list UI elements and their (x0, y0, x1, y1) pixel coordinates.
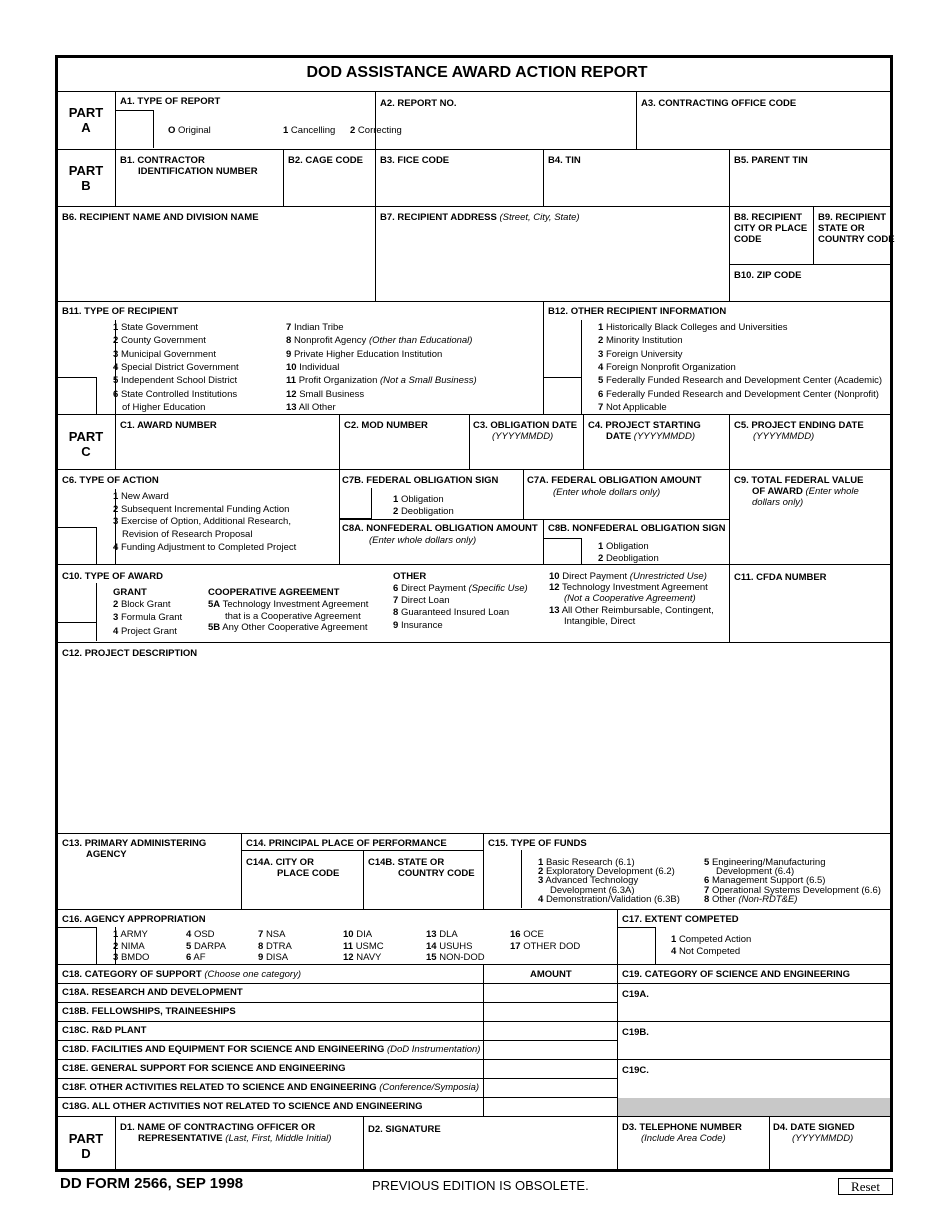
c14b-input[interactable] (364, 880, 482, 908)
c1-label: C1. AWARD NUMBER (120, 420, 217, 431)
c18-amount-input-1[interactable] (484, 1003, 616, 1020)
a3-label: A3. CONTRACTING OFFICE CODE (641, 98, 797, 109)
b12-item-1: 2 Minority Institution (598, 335, 683, 347)
c16-item-3-0: 10 DIA (343, 929, 373, 940)
c18-row-label-5: C18F. OTHER ACTIVITIES RELATED TO SCIENCE AND ENGINEERING (Conference/Symposia) (62, 1082, 480, 1093)
c7a-input[interactable] (524, 500, 728, 518)
c4-input[interactable] (584, 445, 728, 468)
c15-item-0: 1 Basic Research (6.1) (538, 857, 635, 868)
b7-label: B7. RECIPIENT ADDRESS (Street, City, State) (380, 212, 580, 223)
c5-input[interactable] (730, 445, 889, 468)
c16-item-0-0: 1 ARMY (113, 929, 148, 940)
c9-input[interactable] (730, 510, 889, 563)
c16-item-5-1: 17 OTHER DOD (510, 940, 581, 952)
d4-label: D4. DATE SIGNED (773, 1122, 855, 1133)
coop-item-0: 5A Technology Investment Agreement (208, 599, 369, 610)
c6-label: C6. TYPE OF ACTION (62, 475, 159, 486)
c14a-input[interactable] (242, 880, 362, 908)
other2-item-1: 12 Technology Investment Agreement (549, 582, 708, 594)
b9-input[interactable] (814, 246, 889, 263)
c14a-label-2: PLACE CODE (277, 868, 340, 879)
d2-label: D2. SIGNATURE (368, 1124, 441, 1135)
b12-input-box[interactable] (543, 377, 582, 415)
c18-row-label-6: C18G. ALL OTHER ACTIVITIES NOT RELATED TO SCIENCE AND ENGINEERING (62, 1101, 423, 1112)
c19b-label: C19B. (622, 1027, 649, 1038)
c17-item-0: 1 Competed Action (671, 934, 752, 945)
c15-item-b-2: 6 Management Support (6.5) (704, 875, 826, 887)
other-heading: OTHER (393, 571, 427, 582)
c19a-label: C19A. (622, 989, 649, 1000)
b5-input[interactable] (730, 168, 889, 205)
c16-item-4-0: 13 DLA (426, 929, 458, 940)
b4-label: B4. TIN (548, 155, 581, 166)
c15-item-1: 2 Exploratory Development (6.2) (538, 866, 675, 878)
b11-item-4: 5 Independent School District (113, 375, 238, 387)
c18-amount-input-0[interactable] (484, 984, 616, 1001)
c17-item-1: 4 Not Competed (671, 945, 741, 957)
c16-item-2-2: 9 DISA (258, 952, 289, 963)
other2-item-4: Intangible, Direct (564, 615, 636, 627)
c7b-item-0: 1 Obligation (393, 494, 444, 505)
c1-input[interactable] (116, 434, 338, 468)
b2-input[interactable] (284, 168, 374, 205)
d1-input[interactable] (116, 1146, 362, 1172)
b11-item-3: 4 Special District Government (113, 361, 239, 373)
c16-item-3-2: 12 NAVY (343, 952, 382, 963)
c8b-label: C8B. NONFEDERAL OBLIGATION SIGN (548, 523, 726, 534)
c12-label: C12. PROJECT DESCRIPTION (62, 648, 198, 659)
c13-label-2: AGENCY (86, 849, 127, 860)
d1-label: D1. NAME OF CONTRACTING OFFICER OR (120, 1122, 316, 1133)
b4-input[interactable] (544, 168, 728, 205)
b8-label-3: CODE (734, 234, 762, 245)
c13-input[interactable] (60, 862, 240, 908)
b12-item-5: 6 Federally Funded Research and Development Center (Nonprofit) (598, 388, 879, 400)
b3-input[interactable] (376, 168, 542, 205)
c15-item-b-1: Development (6.4) (716, 866, 795, 878)
c4-label-2: DATE (YYYYMMDD) (606, 431, 696, 442)
c18-row-label-1: C18B. FELLOWSHIPS, TRAINEESHIPS (62, 1006, 236, 1017)
a1-option-1: 1 Cancelling (283, 125, 336, 136)
c7a-note: (Enter whole dollars only) (553, 487, 661, 498)
c5-label: C5. PROJECT ENDING DATE (734, 420, 864, 431)
b12-item-6: 7 Not Applicable (598, 401, 667, 413)
a1-option-2: 2 Correcting (350, 125, 402, 136)
c18-row-label-2: C18C. R&D PLANT (62, 1025, 147, 1036)
c5-format: (YYYYMMDD) (753, 431, 815, 442)
a1-label: A1. TYPE OF REPORT (120, 96, 221, 107)
c18-row-label-0: C18A. RESEARCH AND DEVELOPMENT (62, 987, 243, 998)
b8-label-1: B8. RECIPIENT (734, 212, 803, 223)
b7-input[interactable] (376, 226, 728, 300)
c15-label: C15. TYPE OF FUNDS (488, 838, 587, 849)
c16-item-4-2: 15 NON-DOD (426, 952, 485, 963)
form-title: DOD ASSISTANCE AWARD ACTION REPORT (306, 64, 648, 81)
b11-item-b-5: 12 Small Business (286, 388, 365, 400)
c16-item-1-0: 4 OSD (186, 929, 215, 940)
c15-item-3: Development (6.3A) (550, 884, 635, 896)
grant-item-0: 2 Block Grant (113, 599, 171, 610)
c9-label: C9. TOTAL FEDERAL VALUE (734, 475, 864, 486)
c8b-item-0: 1 Obligation (598, 541, 649, 552)
c18-amount-input-2[interactable] (484, 1022, 616, 1039)
c16-item-4-1: 14 USUHS (426, 940, 473, 952)
b11-item-1: 2 County Government (113, 335, 206, 347)
c16-item-2-1: 8 DTRA (258, 940, 292, 952)
b10-label: B10. ZIP CODE (734, 270, 802, 281)
c8a-note: (Enter whole dollars only) (369, 535, 477, 546)
reset-button[interactable]: Reset (838, 1178, 893, 1195)
d3-label: D3. TELEPHONE NUMBER (622, 1122, 742, 1133)
b9-label-3: COUNTRY CODE (818, 234, 895, 245)
c17-input-box[interactable] (617, 927, 656, 965)
c11-label: C11. CFDA NUMBER (734, 572, 827, 583)
shaded-cell (618, 1098, 890, 1116)
d4-input[interactable] (770, 1146, 889, 1172)
a1-option-0: O Original (168, 125, 211, 136)
b12-item-0: 1 Historically Black Colleges and Universities (598, 322, 788, 333)
c11-input[interactable] (730, 585, 889, 641)
b8-label-2: CITY OR PLACE (734, 223, 808, 234)
a2-label: A2. REPORT NO. (380, 98, 457, 109)
b11-item-b-3: 10 Individual (286, 361, 340, 373)
c15-item-4: 4 Demonstration/Validation (6.3B) (538, 893, 680, 905)
b9-label-1: B9. RECIPIENT (818, 212, 887, 223)
b11-label: B11. TYPE OF RECIPIENT (62, 306, 179, 317)
c2-label: C2. MOD NUMBER (344, 420, 428, 431)
c8a-input[interactable] (340, 547, 542, 563)
c15-item-b-4: 8 Other (Non-RDT&E) (704, 893, 798, 905)
c19-label: C19. CATEGORY OF SCIENCE AND ENGINEERING (622, 969, 851, 980)
b12-item-3: 4 Foreign Nonprofit Organization (598, 361, 736, 373)
b11-input-box[interactable] (58, 377, 97, 415)
c14b-label-2: COUNTRY CODE (398, 868, 475, 879)
b3-label: B3. FICE CODE (380, 155, 450, 166)
c18-amount-input-5[interactable] (484, 1079, 616, 1096)
amount-label: AMOUNT (530, 969, 572, 980)
a2-input[interactable] (376, 110, 636, 146)
c16-item-1-2: 6 AF (186, 952, 206, 963)
b11-item-2: 3 Municipal Government (113, 348, 216, 360)
c8b-input-box[interactable] (543, 538, 582, 565)
c16-item-1-1: 5 DARPA (186, 940, 226, 952)
c14-label: C14. PRINCIPAL PLACE OF PERFORMANCE (246, 838, 447, 849)
c7b-item-1: 2 Deobligation (393, 505, 454, 517)
b12-item-2: 3 Foreign University (598, 348, 683, 360)
c15-item-b-3: 7 Operational Systems Development (6.6) (704, 884, 881, 896)
other2-item-2: (Not a Cooperative Agreement) (564, 593, 696, 605)
c19b-input[interactable] (618, 1040, 889, 1059)
c15-item-2: 3 Advanced Technology (538, 875, 639, 887)
c18-row-label-4: C18E. GENERAL SUPPORT FOR SCIENCE AND ENGINEERING (62, 1063, 346, 1074)
b11-item-6: of Higher Education (122, 401, 206, 413)
part-b-label: PART B (68, 163, 104, 193)
c6-item-1: 2 Subsequent Incremental Funding Action (113, 503, 290, 515)
c7b-input-box[interactable] (339, 488, 372, 519)
grant-heading: GRANT (113, 587, 147, 598)
c18-label: C18. CATEGORY OF SUPPORT (Choose one category) (62, 969, 301, 980)
c16-label: C16. AGENCY APPROPRIATION (62, 914, 206, 925)
other2-item-3: 13 All Other Reimbursable, Contingent, (549, 604, 714, 616)
c18-amount-input-4[interactable] (484, 1060, 616, 1077)
c13-label: C13. PRIMARY ADMINISTERING (62, 838, 207, 849)
b6-label: B6. RECIPIENT NAME AND DIVISION NAME (62, 212, 259, 223)
b12-label: B12. OTHER RECIPIENT INFORMATION (548, 306, 727, 317)
b1-sublabel: IDENTIFICATION NUMBER (138, 166, 258, 177)
d4-format: (YYYYMMDD) (792, 1133, 854, 1144)
other-item-0: 6 Direct Payment (Specific Use) (393, 583, 528, 594)
c8a-label: C8A. NONFEDERAL OBLIGATION AMOUNT (342, 523, 538, 534)
c7a-label: C7A. FEDERAL OBLIGATION AMOUNT (527, 475, 702, 486)
award-report-form (55, 55, 893, 1172)
d3-note: (Include Area Code) (641, 1133, 726, 1144)
c19c-input[interactable] (618, 1078, 889, 1097)
b2-label: B2. CAGE CODE (288, 155, 363, 166)
c3-format: (YYYYMMDD) (492, 431, 554, 442)
c9-label-2: OF AWARD (Enter whole (752, 486, 859, 497)
c18-amount-input-6[interactable] (484, 1098, 616, 1115)
other2-item-0: 10 Direct Payment (Unrestricted Use) (549, 571, 707, 582)
part-c-label: PART C (68, 429, 104, 459)
coop-heading: COOPERATIVE AGREEMENT (208, 587, 340, 598)
b11-item-0: 1 State Government (113, 322, 199, 333)
b11-item-b-6: 13 All Other (286, 401, 336, 413)
b1-label: B1. CONTRACTOR (120, 155, 205, 166)
c14b-label: C14B. STATE OR (368, 857, 445, 868)
c3-label: C3. OBLIGATION DATE (473, 420, 578, 431)
a3-input[interactable] (637, 110, 889, 146)
a1-input-box[interactable] (115, 110, 154, 148)
d3-input[interactable] (618, 1146, 768, 1172)
b5-label: B5. PARENT TIN (734, 155, 808, 166)
b11-item-5: 6 State Controlled Institutions (113, 388, 238, 400)
c18-amount-input-3[interactable] (484, 1041, 616, 1058)
c14a-label: C14A. CITY OR (246, 857, 314, 868)
c8b-item-1: 2 Deobligation (598, 552, 659, 564)
c19c-label: C19C. (622, 1065, 649, 1076)
other-item-2: 8 Guaranteed Insured Loan (393, 607, 510, 619)
c19a-input[interactable] (618, 1002, 889, 1021)
c7b-label: C7B. FEDERAL OBLIGATION SIGN (342, 475, 499, 486)
c16-input-box[interactable] (58, 927, 97, 965)
b11-item-b-2: 9 Private Higher Education Institution (286, 348, 443, 360)
c16-item-0-1: 2 NIMA (113, 940, 145, 952)
c9-note: dollars only) (752, 497, 804, 508)
c6-item-2: 3 Exercise of Option, Additional Research, (113, 516, 291, 528)
b8-input[interactable] (730, 246, 812, 263)
c2-input[interactable] (340, 434, 468, 468)
b11-item-b-1: 8 Nonprofit Agency (Other than Educational) (286, 335, 473, 347)
c17-label: C17. EXTENT COMPETED (622, 914, 739, 925)
other-item-3: 9 Insurance (393, 619, 443, 631)
d1-label-2: REPRESENTATIVE (Last, First, Middle Initial) (138, 1133, 332, 1144)
b10-input[interactable] (730, 282, 889, 300)
c4-label: C4. PROJECT STARTING (588, 420, 701, 431)
other-item-1: 7 Direct Loan (393, 595, 450, 607)
b1-input[interactable] (116, 178, 282, 205)
coop-item-1: that is a Cooperative Agreement (225, 610, 361, 622)
c3-input[interactable] (470, 445, 582, 468)
coop-item-2: 5B Any Other Cooperative Agreement (208, 622, 368, 633)
b11-item-b-0: 7 Indian Tribe (286, 322, 344, 333)
b11-item-b-4: 11 Profit Organization (Not a Small Business) (286, 375, 477, 387)
c15-item-b-0: 5 Engineering/Manufacturing (704, 857, 826, 868)
b9-label-2: STATE OR (818, 223, 865, 234)
c10-input-box[interactable] (58, 583, 97, 623)
c15-input-box[interactable] (483, 850, 522, 908)
c6-item-0: 1 New Award (113, 491, 169, 502)
c16-item-0-2: 3 BMDO (113, 952, 150, 963)
c18-row-label-3: C18D. FACILITIES AND EQUIPMENT FOR SCIENCE AND ENGINEERING (DoD Instrumentation) (62, 1044, 481, 1055)
c6-input-box[interactable] (58, 527, 97, 565)
c6-item-4: 4 Funding Adjustment to Completed Project (113, 541, 297, 553)
b6-input[interactable] (60, 226, 373, 300)
part-a-label: PART A (68, 105, 104, 135)
part-d-label: PART D (68, 1131, 104, 1161)
b12-item-4: 5 Federally Funded Research and Development Center (Academic) (598, 375, 883, 387)
c16-item-5-0: 16 OCE (510, 929, 544, 940)
c10-label: C10. TYPE OF AWARD (62, 571, 163, 582)
c16-item-2-0: 7 NSA (258, 929, 286, 940)
grant-item-2: 4 Project Grant (113, 625, 177, 637)
obsolete-note: PREVIOUS EDITION IS OBSOLETE. (372, 1178, 589, 1193)
d2-input[interactable] (364, 1136, 616, 1172)
grant-item-1: 3 Formula Grant (113, 612, 183, 624)
c16-item-3-1: 11 USMC (343, 940, 384, 952)
c6-item-3: Revision of Research Proposal (122, 529, 253, 541)
c12-input[interactable] (60, 661, 888, 832)
form-id: DD FORM 2566, SEP 1998 (60, 1175, 244, 1192)
